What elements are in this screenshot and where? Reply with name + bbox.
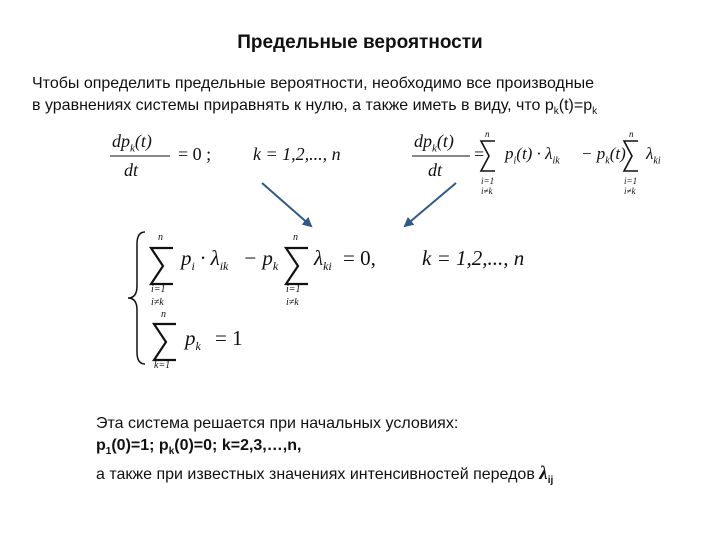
eq1-sum1-lower2: i≠k [151, 297, 164, 308]
eq1-sum2-sigma-icon [286, 248, 308, 284]
eq1-sum2-lower2: i≠k [286, 297, 299, 308]
left-numerator: $dp_k(t)$ [112, 131, 152, 155]
eq1-rhs: = 0, [343, 246, 376, 270]
intro-sub-1: k [553, 106, 559, 118]
right-sum2-lower1: i=1 [624, 176, 638, 186]
eq2-term: $p_k$ [185, 326, 201, 354]
intro-line-2-text: в уравнениях системы приравнять к нулю, а также иметь в виду, что p [32, 97, 554, 114]
right-sum2-lower2: i≠k [624, 186, 636, 196]
right-sum2-upper: n [629, 129, 634, 139]
eq2-rhs: = 1 [215, 326, 243, 350]
intro-line-2-mid: (t)=p [558, 97, 593, 114]
eq1-sum2-lower1: i=1 [286, 284, 301, 295]
eq1-sum1-sigma-icon [151, 248, 173, 284]
eq1-term2: − $p_k$ [243, 246, 279, 274]
right-sum2-sigma-icon [624, 141, 638, 171]
intro-line-1: Чтобы определить предельные вероятности, необходимо все производные [32, 75, 595, 92]
eq1-k-range: k = 1,2,..., n [422, 246, 525, 270]
right-equals: = [474, 144, 485, 164]
right-term2: − $p_k(t)$ [581, 144, 626, 167]
right-term1: $p_i(t) \cdot \lambda_{ik}$ [505, 144, 560, 167]
eq1-sum1-lower1: i=1 [151, 284, 166, 295]
right-sum1-sigma-icon [481, 141, 495, 171]
eq2-sum-upper: n [161, 309, 166, 320]
right-sum1-lower2: i≠k [481, 186, 493, 196]
left-arrow-icon [262, 183, 311, 226]
eq1-sum1-upper: n [158, 232, 163, 243]
left-rhs: = 0 ; [178, 144, 212, 164]
eq1-term1: $p_i \cdot \lambda_{ik}$ [181, 246, 229, 274]
conditions-paragraph [96, 413, 696, 492]
eq1-lambda: $\lambda_{ki}$ [314, 246, 332, 274]
intro-sub-2: k [592, 106, 598, 118]
eq2-sum-lower: k=1 [154, 360, 171, 371]
eq2-sigma-icon [154, 324, 176, 360]
right-denominator: dt [428, 160, 443, 180]
conditions-lambda-sub: ij [547, 475, 554, 487]
right-lambda: $\lambda_{ki}$ [646, 144, 661, 167]
right-arrow-icon [405, 183, 456, 226]
conditions-line-2: $p_1(0)=1$; $p_k(0)=0$; k=2,3,…,n, [96, 437, 302, 458]
left-denominator: dt [124, 160, 139, 180]
conditions-line-3: а также при известных значениях интенсивностей передов $\lambda_{ij}$ [96, 463, 554, 487]
right-sum1-lower1: i=1 [481, 176, 495, 186]
right-numerator: $dp_k(t)$ [414, 131, 454, 155]
conditions-line-1: Эта система решается при начальных условиях: [96, 415, 459, 432]
left-k-range: k = 1,2,..., n [253, 144, 341, 164]
page-title: Предельные вероятности [237, 32, 483, 53]
conditions-lambda: λ [539, 463, 548, 485]
eq1-sum2-upper: n [293, 232, 298, 243]
system-brace-icon [128, 232, 145, 364]
right-sum1-upper: n [485, 129, 490, 139]
